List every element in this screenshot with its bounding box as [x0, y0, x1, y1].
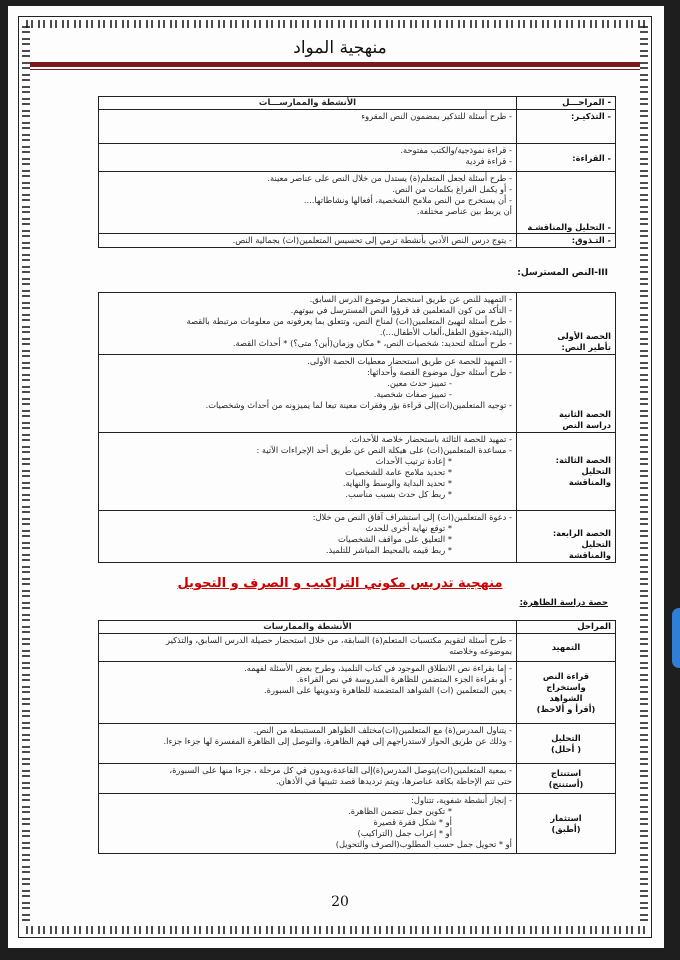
activity-line: حتى تتم الإحاطة بكافة عناصرها، ويتم ترديدها قصد تثبيتها في الأذهان.	[276, 776, 512, 786]
stage-line: التحليل	[551, 732, 581, 743]
activity-line: * ربط كل حدث بسبب مناسب.	[345, 489, 452, 499]
table-row	[99, 355, 616, 433]
activity-line: - يعين المتعلمين (ات) الشواهد المتضمنة للظاهرة وتدوينها على السبورة.	[264, 685, 512, 695]
activity-line: - يتناول المدرس(ة) مع المتعلمين(ات)مختلف الظواهر المستنبطة من النص.	[253, 725, 512, 735]
extended-text-table	[98, 292, 616, 563]
activity-line: - التأكد من كون المتعلمين قد قرؤوا النص المسترسل في بيوتهم.	[290, 305, 512, 315]
chain-border-right	[640, 26, 648, 926]
activity-cell	[99, 662, 517, 724]
activity-line: - إما بقراءة نص الانطلاق الموجود في كتاب التلميذ، وطرح بعض الأسئلة لفهمه.	[244, 663, 512, 673]
activity-line: - دعوة المتعلمين(ات) إلى استشراف آفاق النص من خلال:	[312, 512, 512, 522]
stage-line: استنتاج	[550, 767, 582, 778]
table-row	[99, 110, 616, 144]
activity-cell	[99, 433, 517, 511]
activity-line: - طرح أسئلة لتهيئ المتعلمين(ات) لمناخ النص، وتتعلق بما يعرفونه من معلومات مرتبطة بالقصة	[186, 316, 512, 326]
chain-border-top	[26, 20, 646, 28]
stage-line: والمناقشة	[568, 550, 611, 560]
stage-line: تأطير النص:	[561, 342, 611, 352]
activity-line: - طرح أسئلة لتحديد: شخصيات النص، * مكان وزمان(أين؟ متى؟) * أحداث القصة.	[232, 338, 512, 348]
table-header-row	[99, 621, 616, 634]
activity-cell	[99, 355, 517, 433]
activity-line: - طرح أسئلة لجعل المتعلم(ة) يستدل من خلال النص على عناصر معينة.	[267, 173, 512, 183]
header-rule-thin	[30, 69, 640, 70]
stage-line: الحصة الثالثة:	[555, 455, 611, 465]
chain-border-bottom	[26, 926, 646, 934]
stage-line: الحصة الثانية	[558, 409, 611, 419]
activity-cell	[99, 634, 517, 662]
activity-cell	[99, 234, 517, 248]
table-row	[99, 794, 616, 854]
activities-header: الأنشطة والممارســـات	[99, 97, 517, 110]
table-row	[99, 662, 616, 724]
stage-line: الحصة الأولى	[557, 331, 611, 341]
activity-cell	[99, 172, 517, 234]
activity-cell	[99, 724, 517, 764]
stage-line: التحليل	[581, 539, 611, 549]
activity-cell	[99, 764, 517, 794]
stage-line: قراءة النص	[542, 670, 590, 681]
activity-line: - أو يكمل الفراغ بكلمات من النص.	[392, 184, 512, 194]
activity-line: - طرح أسئلة حول موضوع القصة وأحداثها:	[367, 367, 512, 377]
activity-line: - وذلك عن طريق الحوار لاستدراجهم إلى فهم الظاهرة، والتوصل إلى الظاهرة المفسرة لها جزءا جزءا.	[163, 736, 512, 746]
activity-line: - طرح أسئلة لتقويم مكتسبات المتعلم(ة) السابقة، من خلال استحضار حصيلة الدرس السابق، والتذكير	[166, 635, 512, 645]
stage-cell: - القراءة:	[517, 144, 616, 172]
table-row	[99, 144, 616, 172]
activity-line: - طرح أسئلة للتذكير بمضمون النص المقروء	[361, 111, 512, 121]
stages-header: المراحل	[517, 621, 616, 634]
activity-line: أو * إعراب جمل (التراكيب)	[357, 828, 452, 838]
stage-line: (أستنتج)	[548, 778, 584, 789]
activity-line: (البيئة،حقوق الطفل،ألعاب الأطفال...).	[379, 327, 512, 337]
stage-cell: - التـذوق:	[517, 234, 616, 248]
stage-cell	[517, 764, 616, 794]
stages-header: - المراحـــل	[517, 97, 616, 110]
activity-line: - يتوج درس النص الأدبي بأنشطة ترمي إلى تحسيس المتعلمين(ات) بجمالية النص.	[232, 235, 512, 245]
table-row	[99, 433, 616, 511]
stage-line: التحليل	[581, 466, 611, 476]
stage-line: ( أحلل)	[550, 743, 582, 754]
activity-line: - بمعية المتعلمين(ات)يتوصل المدرس(ة)إلى القاعدة،ويدون في كل مرحلة ، جزءا منها على السبورة،	[169, 765, 512, 775]
stage-cell	[517, 355, 616, 433]
stage-cell	[517, 724, 616, 764]
table-row	[99, 172, 616, 234]
table-row	[99, 234, 616, 248]
page-title: منهجية المواد	[293, 38, 387, 58]
activity-line: * تحديد ملامح عامة للشخصيات	[344, 467, 452, 477]
activity-line: - مساعدة المتعلمين(ات) على هيكلة النص عن طريق أحد الإجراءات الآتية :	[256, 445, 512, 455]
activity-cell	[99, 794, 517, 854]
activity-line: أو * شكل فقرة قصيرة	[373, 817, 452, 827]
activity-line: - تمييز حدث معين.	[387, 378, 452, 388]
grammar-method-table	[98, 620, 616, 854]
activity-line: * التعليق على مواقف الشخصيات	[337, 534, 452, 544]
activity-cell	[99, 144, 517, 172]
activity-line: أو * تحويل جمل حسب المطلوب(الصرف والتحويل)	[335, 839, 512, 849]
stage-cell	[517, 293, 616, 355]
activity-line: - التمهيد للحصة عن طريق استحضار معطيات الحصة الأولى.	[307, 356, 512, 366]
stage-line: الحصة الرابعة:	[552, 528, 611, 538]
stage-cell	[517, 634, 616, 662]
activities-header: الأنشطة والممارسات	[99, 621, 517, 634]
stage-line: دراسة النص	[562, 420, 611, 430]
activity-line: - توجيه المتعلمين(ات)إلى قراءة بؤر وفقرات معينة تبعا لما يميزونه من أحداث وشخصيات.	[205, 400, 512, 410]
activity-line: - قراءة نموذجية/والكتب مفتوحة.	[400, 145, 512, 155]
table-row	[99, 724, 616, 764]
activity-cell	[99, 110, 517, 144]
activity-line: - تمييز صفات شخصية.	[373, 389, 452, 399]
header-rule	[30, 62, 640, 67]
activity-line: أن يربط بين عناصر مختلفة.	[416, 206, 512, 216]
activity-cell	[99, 511, 517, 563]
activity-line: * تكوين جمل تتضمن الظاهرة.	[348, 806, 452, 816]
stage-line: استثمار	[550, 812, 582, 823]
table-row	[99, 511, 616, 563]
stage-cell	[517, 511, 616, 563]
activity-line: * توقع نهاية أخرى للحدث	[365, 523, 452, 533]
activity-line: * ربط قيمه بالمحيط المباشر للتلميذ.	[325, 545, 452, 555]
table-row	[99, 764, 616, 794]
section-title: III-النص المسترسل:	[517, 268, 608, 278]
stage-cell	[517, 433, 616, 511]
activity-line: - إنجاز أنشطة شفوية، تتناول:	[411, 795, 512, 805]
phenomenon-session-title: حصة دراسة الظاهرة:	[519, 598, 608, 608]
activity-cell	[99, 293, 517, 355]
activity-line: * تحديد البداية والوسط والنهاية.	[342, 478, 452, 488]
activity-line: - أن يستخرج من النص ملامح الشخصية، أفعالها ونشاطاتها....	[303, 195, 512, 205]
methodology-heading: منهجية تدريس مكوني التراكيب و الصرف و التحويل	[177, 576, 503, 591]
table-header-row	[99, 97, 616, 110]
table-row	[99, 634, 616, 662]
stage-line: (أطبق)	[551, 823, 581, 834]
activity-line: بموضوعه وخلاصته	[449, 646, 512, 656]
activity-line: - قراءة فردية	[465, 156, 512, 166]
stage-line: والمناقشة	[568, 477, 611, 487]
table-row	[99, 293, 616, 355]
chain-border-left	[22, 26, 30, 926]
text-study-table	[98, 96, 616, 248]
page-number: 20	[331, 894, 349, 910]
stage-cell: - التحليل والمناقشـة	[517, 172, 616, 234]
stage-cell	[517, 794, 616, 854]
stage-line: الشواهد	[549, 692, 583, 703]
activity-line: - تمهيد للحصة الثالثة باستحضار خلاصة للأحداث.	[349, 434, 512, 444]
activity-line: * إعادة ترتيب الأحداث	[375, 456, 452, 466]
stage-line: واستخراج	[546, 681, 586, 692]
stage-line: (أقرأ و ألاحظ)	[536, 703, 596, 714]
activity-line: - التمهيد للنص عن طريق استحضار موضوع الدرس السابق.	[309, 294, 512, 304]
stage-cell: - التذكيـر:	[517, 110, 616, 144]
stage-cell	[517, 662, 616, 724]
activity-line: - أو بقراءة الجزء المتضمن للظاهرة المدروسة في نص القراءة.	[296, 674, 512, 684]
side-scroll-tab[interactable]	[672, 608, 680, 668]
stage-line: التمهيد	[551, 642, 581, 652]
